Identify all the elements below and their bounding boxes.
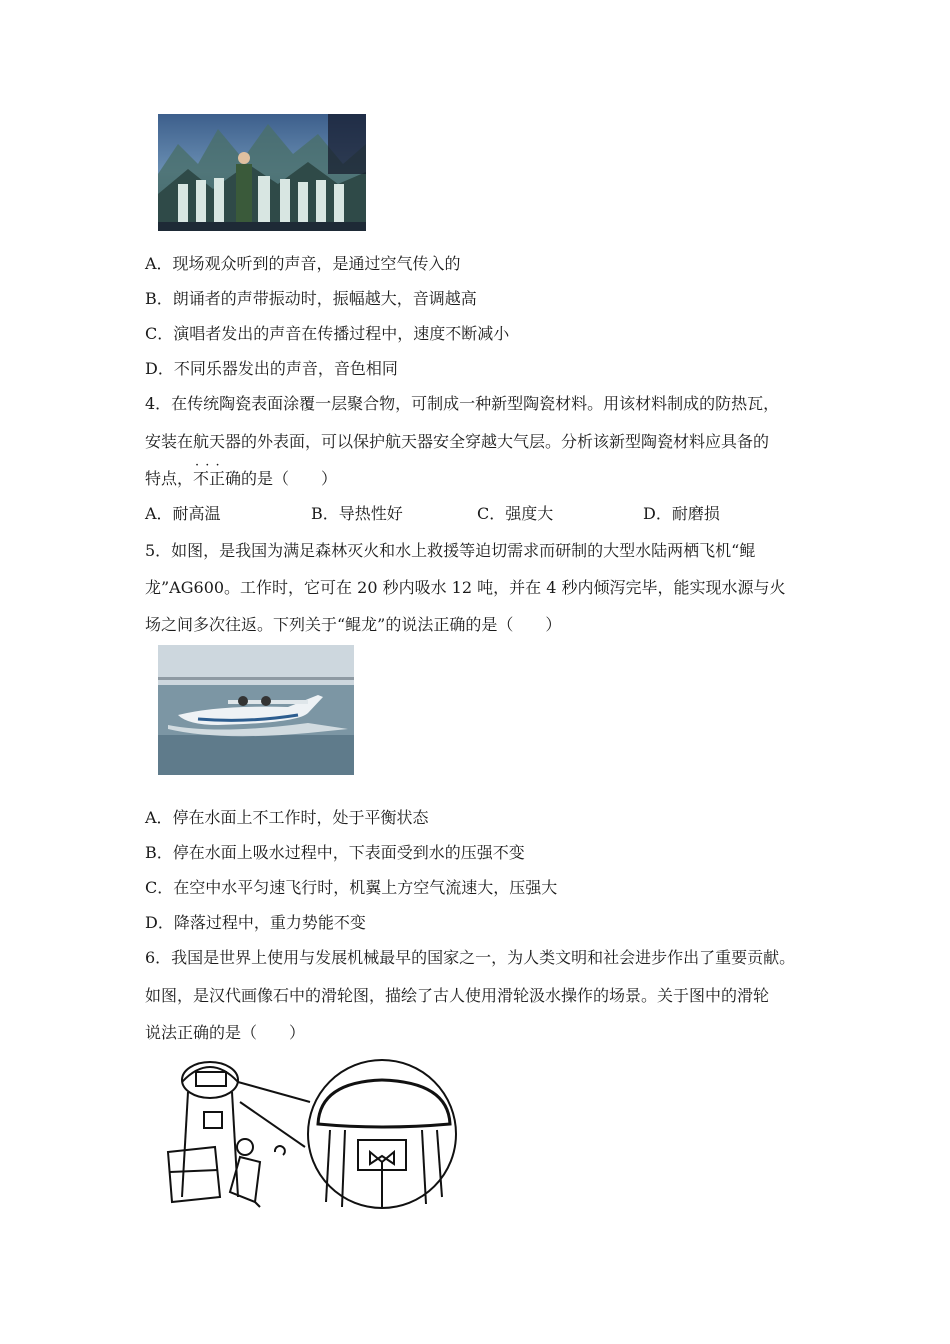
q4-stem-line1: 4．在传统陶瓷表面涂覆一层聚合物，可制成一种新型陶瓷材料。用该材料制成的防热瓦，	[145, 394, 780, 413]
q4-stem-line3	[145, 469, 337, 489]
q4-option-b: B．导热性好	[311, 504, 403, 523]
q5-option-c: C．在空中水平匀速飞行时，机翼上方空气流速大，压强大	[145, 878, 558, 897]
amphibious-aircraft-photo	[158, 645, 354, 775]
q6-stem-line3: 说法正确的是（ ）	[145, 1023, 306, 1042]
q4-stem-suffix: 的是（ ）	[241, 469, 338, 488]
stage-performance-photo	[158, 114, 366, 231]
q5-stem-line3: 场之间多次往返。下列关于“鲲龙”的说法正确的是（ ）	[145, 615, 562, 634]
q4-stem-line2: 安装在航天器的外表面，可以保护航天器安全穿越大气层。分析该新型陶瓷材料应具备的	[145, 432, 770, 451]
q4-emphasis: · · · 不正确	[193, 469, 241, 489]
q5-option-b: B．停在水面上吸水过程中，下表面受到水的压强不变	[145, 843, 525, 862]
q5-stem-line2: 龙”AG600。工作时，它可在 20 秒内吸水 12 吨，并在 4 秒内倾泻完毕，能实现水源与火	[145, 578, 786, 597]
q5-option-a: A．停在水面上不工作时，处于平衡状态	[145, 808, 429, 827]
q6-stem-line2: 如图，是汉代画像石中的滑轮图，描绘了古人使用滑轮汲水操作的场景。关于图中的滑轮	[145, 986, 770, 1005]
q4-stem-prefix: 特点，	[145, 469, 194, 488]
q5-stem-line1: 5．如图，是我国为满足森林灭火和水上救援等迫切需求而研制的大型水陆两栖飞机“鲲	[145, 541, 756, 560]
q4-option-d: D．耐磨损	[643, 504, 720, 523]
q3-option-c: C．演唱者发出的声音在传播过程中，速度不断减小	[145, 324, 510, 343]
q3-option-b: B．朗诵者的声带振动时，振幅越大，音调越高	[145, 289, 477, 308]
q4-option-c: C．强度大	[477, 504, 554, 523]
q5-option-d: D．降落过程中，重力势能不变	[145, 913, 366, 932]
han-pulley-drawing	[160, 1052, 460, 1210]
q3-option-d: D．不同乐器发出的声音，音色相同	[145, 359, 398, 378]
q3-option-a: A．现场观众听到的声音，是通过空气传入的	[145, 254, 461, 273]
q4-option-a: A．耐高温	[145, 504, 221, 523]
q6-stem-line1: 6．我国是世界上使用与发展机械最早的国家之一，为人类文明和社会进步作出了重要贡献。	[145, 948, 796, 967]
